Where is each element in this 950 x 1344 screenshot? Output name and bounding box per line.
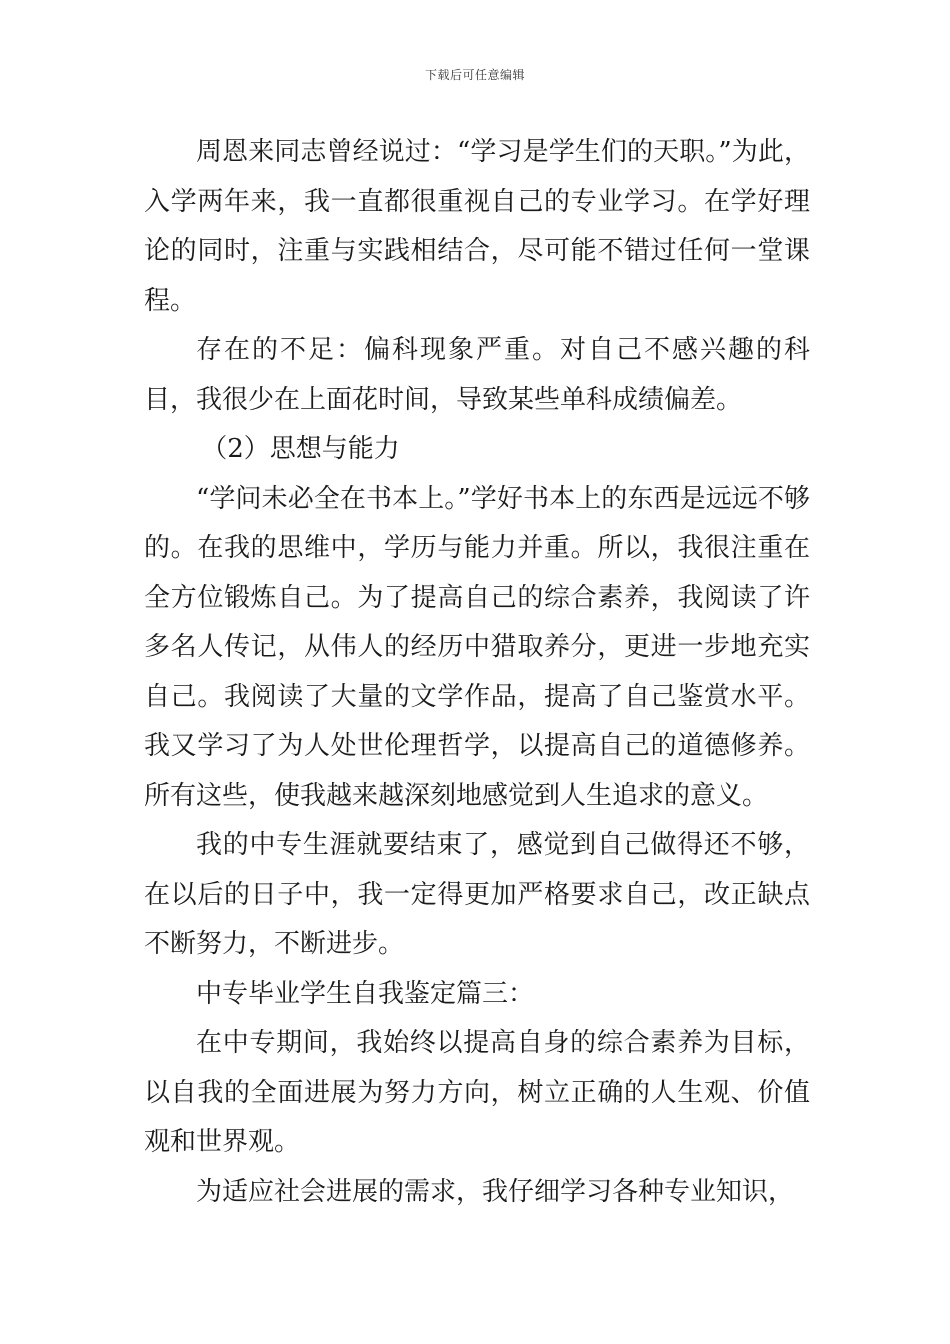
paragraph-conclusion: 我的中专生涯就要结束了，感觉到自己做得还不够，在以后的日子中，我一定得更加严格要求自己，改正缺点不断努力，不断进步。: [144, 830, 810, 959]
document-body: [144, 128, 810, 1217]
paragraph-shortcomings: 存在的不足：偏科现象严重。对自己不感兴趣的科目，我很少在上面花时间，导致某些单科成绩偏差。: [144, 335, 810, 415]
paragraph-knowledge: “学问未必全在书本上。”学好书本上的东西是远远不够的。在我的思维中，学历与能力并重。所以，我很注重在全方位锻炼自己。为了提高自己的综合素养，我阅读了许多名人传记，从伟人的经历中猎取养分，更进一步地充实自己。我阅读了大量的文学作品，提高了自己鉴赏水平。我又学习了为人处世伦理哲学，以提高自己的道德修养。所有这些，使我越来越深刻地感觉到人生追求的意义。: [144, 483, 810, 811]
paragraph-study: 周恩来同志曾经说过：“学习是学生们的天职。”为此，入学两年来，我一直都很重视自己的专业学习。在学好理论的同时，注重与实践相结合，尽可能不错过任何一堂课程。: [144, 137, 810, 316]
section-heading-part-three: 中专毕业学生自我鉴定篇三：: [196, 978, 535, 1009]
page-header-note: 下载后可任意编辑: [424, 68, 525, 82]
section-heading-thought-ability: （2）思想与能力: [201, 434, 400, 464]
paragraph-goals: 在中专期间，我始终以提高自身的综合素养为目标，以自我的全面进展为努力方向，树立正确的人生观、价值观和世界观。: [144, 1028, 810, 1157]
paragraph-professional-study: 为适应社会进展的需求，我仔细学习各种专业知识，: [196, 1176, 795, 1207]
